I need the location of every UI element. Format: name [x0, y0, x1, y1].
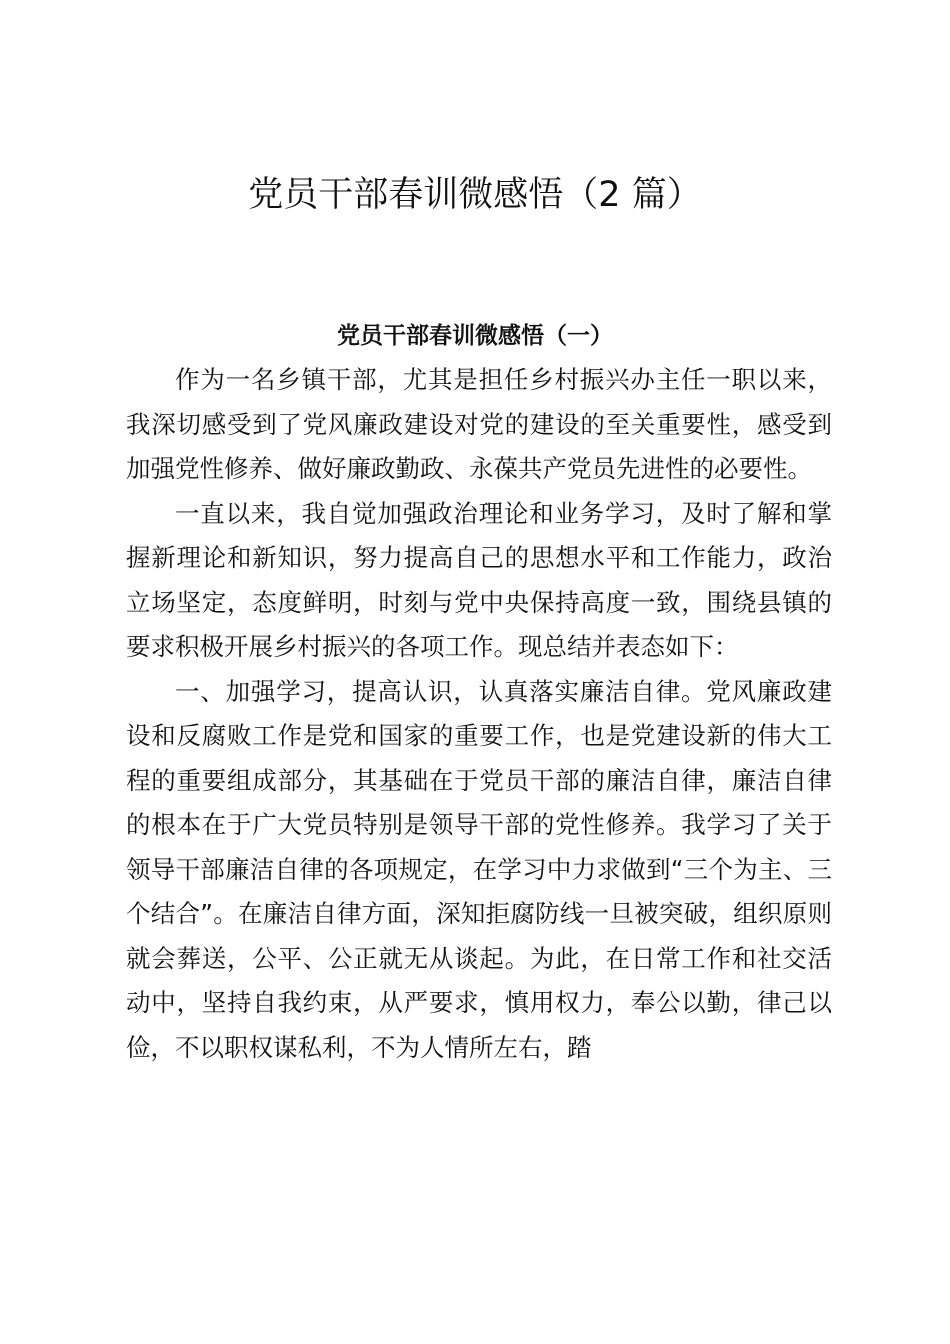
- paragraph: 一、加强学习，提高认识，认真落实廉洁自律。党风廉政建设和反腐败工作是党和国家的重要工作，也是党建设新的伟大工程的重要组成部分，其基础在于党员干部的廉洁自律，廉洁自律的根本在于广大党员特别是领导干部的党性修养。我学习了关于领导干部廉洁自律的各项规定，在学习中力求做到“三个为主、三个结合”。在廉洁自律方面，深知拒腐防线一旦被突破，组织原则就会葬送，公平、公正就无从谈起。为此，在日常工作和社交活动中，坚持自我约束，从严要求，慎用权力，奉公以勤，律己以俭，不以职权谋私利，不为人情所左右，踏: [126, 676, 832, 1062]
- paragraph: 一直以来，我自觉加强政治理论和业务学习，及时了解和掌握新理论和新知识，努力提高自己的思想水平和工作能力，政治立场坚定，态度鲜明，时刻与党中央保持高度一致，围绕县镇的要求积极开展乡村振兴的各项工作。现总结并表态如下：: [126, 498, 832, 661]
- body-text: [126, 358, 832, 1070]
- document-title: 党员干部春训微感悟（2 篇）: [248, 175, 702, 215]
- paragraph: 作为一名乡镇干部，尤其是担任乡村振兴办主任一职以来，我深切感受到了党风廉政建设对党的建设的至关重要性，感受到加强党性修养、做好廉政勤政、永葆共产党员先进性的必要性。: [126, 365, 832, 483]
- section-title: 党员干部春训微感悟（一）: [337, 323, 613, 349]
